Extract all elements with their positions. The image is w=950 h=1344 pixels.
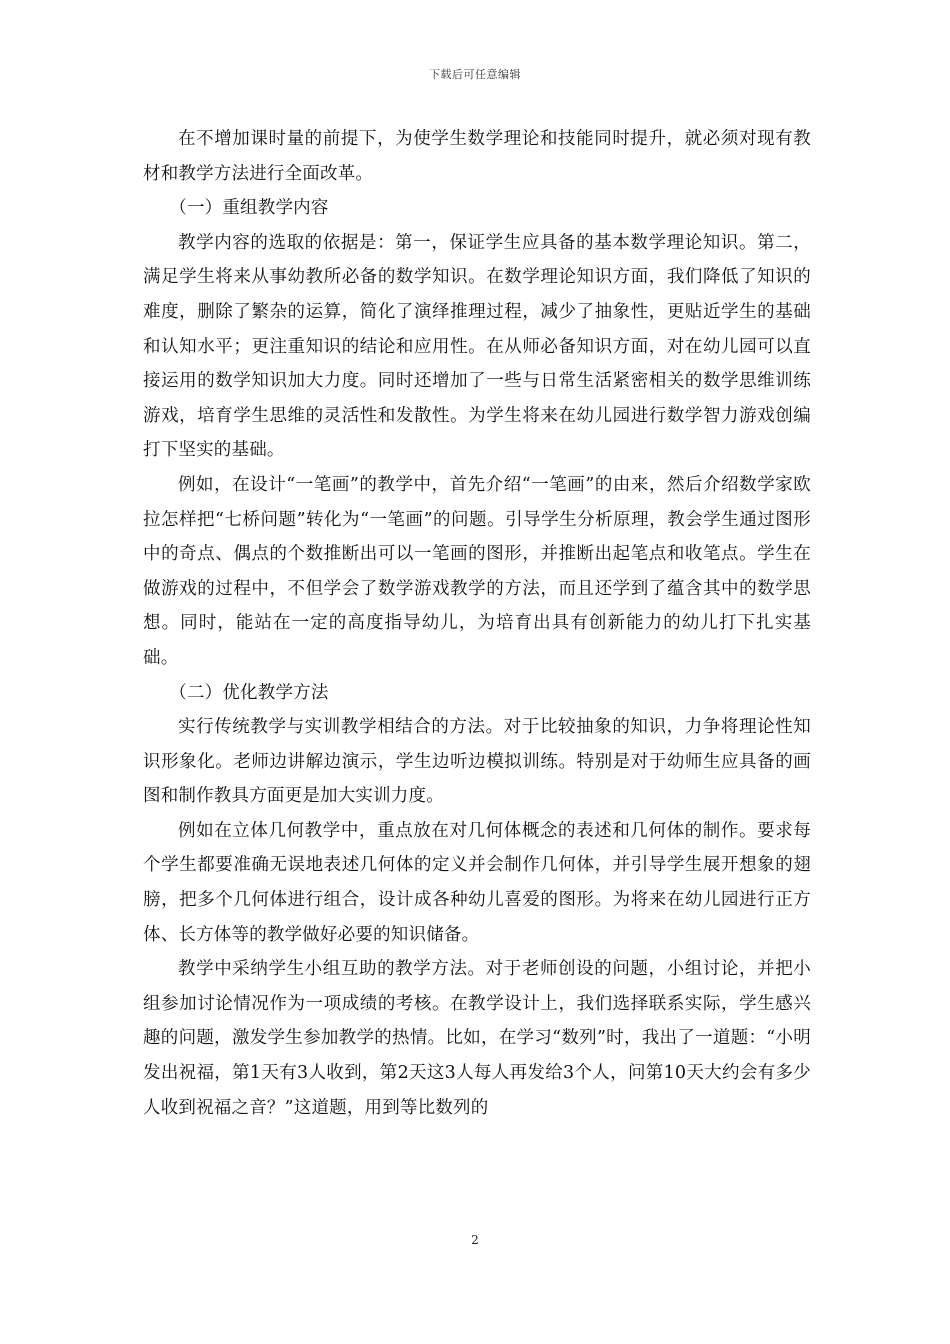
paragraph-one-stroke-example: 例如，在设计“一笔画”的教学中，首先介绍“一笔画”的由来，然后介绍数学家欧拉怎样把“七桥问题”转化为“一笔画”的问题。引导学生分析原理，教会学生通过图形中的奇点、偶点的个数推断出可以一笔画的图形，并推断出起笔点和收笔点。学生在做游戏的过程中，不但学会了数学游戏教学的方法，而且还学到了蕴含其中的数学思想。同时，能站在一定的高度指导幼儿，为培育出具有创新能力的幼儿打下扎实基础。 (143, 474, 811, 668)
paragraph-geometry-example: 例如在立体几何教学中，重点放在对几何体概念的表述和几何体的制作。要求每个学生都要准确无误地表述几何体的定义并会制作几何体，并引导学生展开想象的翅膀，把多个几何体进行组合，设计成各种幼儿喜爱的图形。为将来在幼儿园进行正方体、长方体等的教学做好必要的知识储备。 (143, 820, 811, 945)
document-body (143, 122, 811, 1125)
section-heading-optimize: （二）优化教学方法 (169, 682, 329, 703)
section-heading-restructure: （一）重组教学内容 (169, 198, 329, 219)
paragraph-teaching-method: 实行传统教学与实训教学相结合的方法。对于比较抽象的知识，力争将理论性知识形象化。老师边讲解边演示，学生边听边模拟训练。特别是对于幼师生应具备的画图和制作教具方面更是加大实训力度。 (143, 717, 811, 807)
paragraph-group-method: 教学中采纳学生小组互助的教学方法。对于老师创设的问题，小组讨论，并把小组参加讨论情况作为一项成绩的考核。在教学设计上，我们选择联系实际，学生感兴趣的问题，激发学生参加教学的热情。比如，在学习“数列”时，我出了一道题：“小明发出祝福，第1天有3人收到，第2天这3人每人再发给3个人，问第10天大约会有多少人收到祝福之音？”这道题，用到等比数列的 (143, 959, 811, 1118)
page-header-note: 下载后可任意编辑 (429, 68, 521, 81)
paragraph-intro: 在不增加课时量的前提下，为使学生数学理论和技能同时提升，就必须对现有教材和教学方法进行全面改革。 (143, 129, 811, 184)
page-number: 2 (471, 1233, 479, 1247)
paragraph-content-selection: 教学内容的选取的依据是：第一，保证学生应具备的基本数学理论知识。第二，满足学生将来从事幼教所必备的数学知识。在数学理论知识方面，我们降低了知识的难度，删除了繁杂的运算，简化了演绎推理过程，减少了抽象性，更贴近学生的基础和认知水平；更注重知识的结论和应用性。在从师必备知识方面，对在幼儿园可以直接运用的数学知识加大力度。同时还增加了一些与日常生活紧密相关的数学思维训练游戏，培育学生思维的灵活性和发散性。为学生将来在幼儿园进行数学智力游戏创编打下坚实的基础。 (143, 232, 811, 461)
